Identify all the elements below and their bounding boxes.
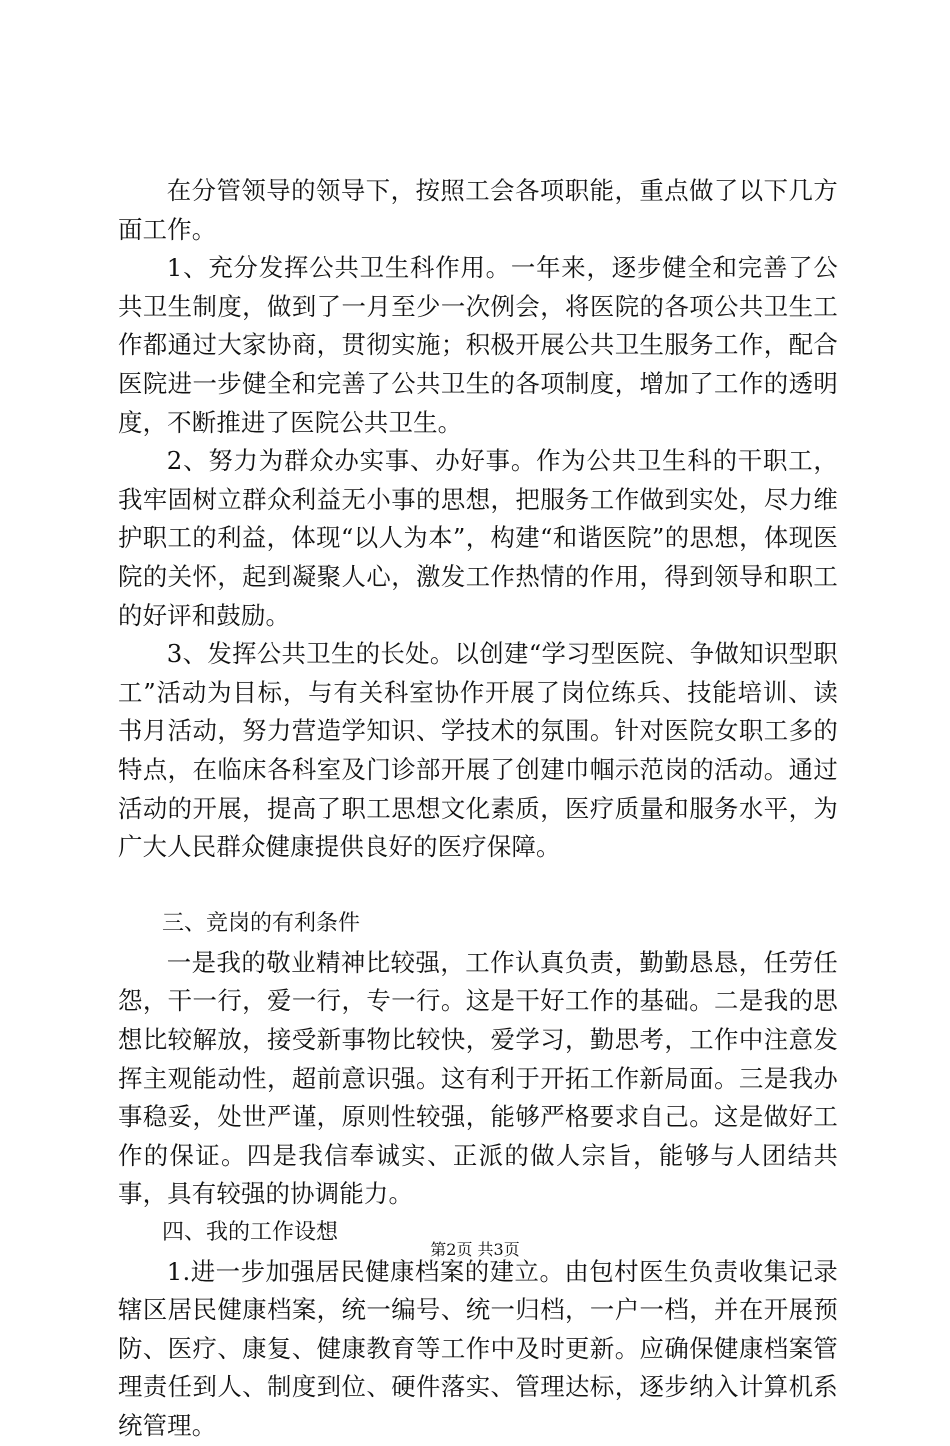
item-1-paragraph: 1、充分发挥公共卫生科作用。一年来，逐步健全和完善了公共卫生制度，做到了一月至少一次例会，将医院的各项公共卫生工作都通过大家协商，贯彻实施；积极开展公共卫生服务工作，配合医院进一步健全和完善了公共卫生的各项制度，增加了工作的透明度，不断推进了医院公共卫生。: [118, 253, 838, 437]
section-4-heading: 四、我的工作设想: [162, 1220, 339, 1246]
page-number-footer: 第2页 共3页: [430, 1240, 520, 1259]
item-3-paragraph: 3、发挥公共卫生的长处。以创建“学习型医院、争做知识型职工”活动为目标，与有关科室协作开展了岗位练兵、技能培训、读书月活动，努力营造学知识、学技术的氛围。针对医院女职工多的特点，在临床各科室及门诊部开展了创建巾帼示范岗的活动。通过活动的开展，提高了职工思想文化素质，医疗质量和服务水平，为广大人民群众健康提供良好的医疗保障。: [118, 639, 838, 862]
section-4-paragraph: 1.进一步加强居民健康档案的建立。由包村医生负责收集记录辖区居民健康档案，统一编号、统一归档，一户一档，并在开展预防、医疗、康复、健康教育等工作中及时更新。应确保健康档案管理责任到人、制度到位、硬件落实、管理达标，逐步纳入计算机系统管理。: [118, 1256, 838, 1440]
section-spacer: [118, 867, 838, 906]
section-3-heading: 三、竞岗的有利条件: [162, 911, 361, 937]
intro-paragraph: 在分管领导的领导下，按照工会各项职能，重点做了以下几方面工作。: [118, 176, 838, 244]
section-3-paragraph: 一是我的敬业精神比较强，工作认真负责，勤勤恳恳，任劳任怨，干一行，爱一行，专一行。这是干好工作的基础。二是我的思想比较解放，接受新事物比较快，爱学习，勤思考，工作中注意发挥主观能动性，超前意识强。这有利于开拓工作新局面。三是我办事稳妥，处世严谨，原则性较强，能够严格要求自己。这是做好工作的保证。四是我信奉诚实、正派的做人宗旨，能够与人团结共事，具有较强的协调能力。: [118, 947, 838, 1209]
item-2-paragraph: 2、努力为群众办实事、办好事。作为公共卫生科的干职工，我牢固树立群众利益无小事的思想，把服务工作做到实处，尽力维护职工的利益，体现“以人为本”，构建“和谐医院”的思想，体现医院的关怀，起到凝聚人心，激发工作热情的作用，得到领导和职工的好评和鼓励。: [118, 446, 838, 630]
